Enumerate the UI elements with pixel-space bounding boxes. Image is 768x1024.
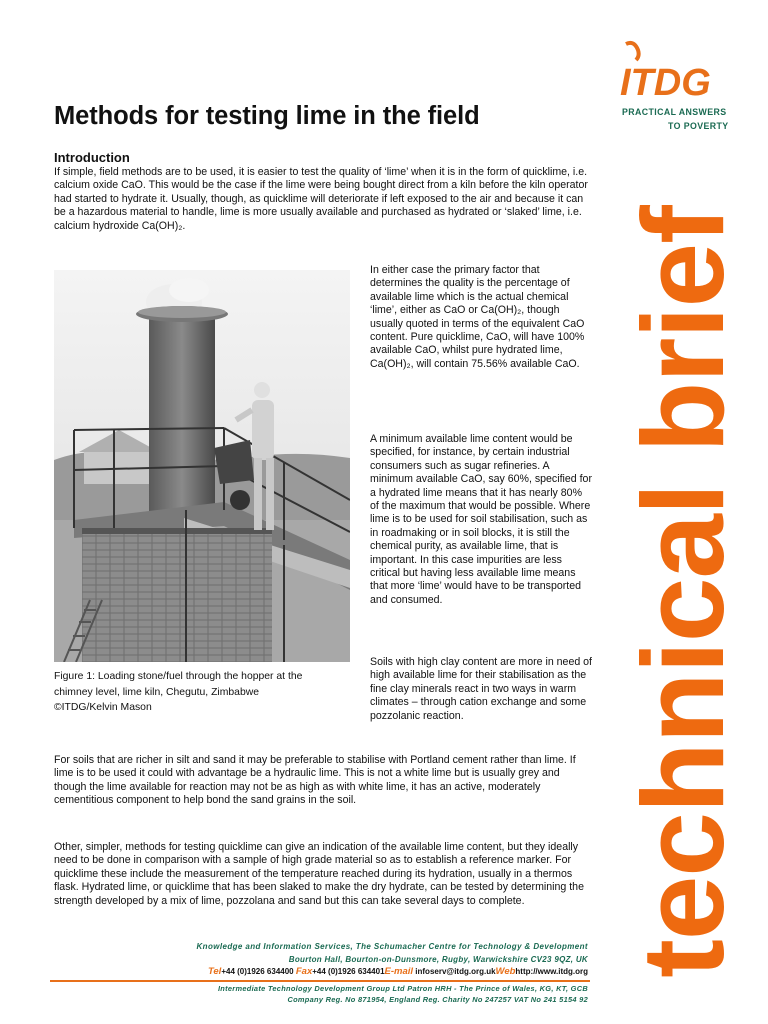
logo-swoosh [626,43,639,60]
fax-value: +44 (0)1926 634401 [312,967,385,976]
footer-organisation: Knowledge and Information Services, The Schumacher Centre for Technology & Development [196,942,588,951]
figure-caption [54,669,344,716]
figure-caption-line1: Figure 1: Loading stone/fuel through the hopper at the [54,671,303,682]
footer-registration: Intermediate Technology Development Group Ltd Patron HRH - The Prince of Wales, KG, KT, GCB [217,984,588,993]
fax-label: Fax [295,966,313,977]
email-label: E-mail [384,966,414,977]
figure-caption-line2: chimney level, lime kiln, Chegutu, Zimbabwe [54,686,260,698]
email-link[interactable]: infoserv@itdg.org.uk [415,967,496,976]
footer-address: Bourton Hall, Bourton-on-Dunsmore, Rugby, Warwickshire CV23 9QZ, UK [288,955,588,964]
tagline-line2: TO POVERTY [668,121,729,131]
section-heading-introduction: Introduction [54,150,130,165]
web-label: Web [495,966,516,977]
intro-paragraph: If simple, field methods are to be used, it is easier to test the quality of ‘lime’ when it is in the form of quicklime, i.e. calcium oxide CaO. This would be the case if the lime were being bought direct from a kiln before the kiln operator had started to hydrate it. Usually, though, as quicklime will deteriorate if left exposed to the air and because it can be a hazardous material to handle, lime is more usually available and purchased as hydrated or ‘slaked’ lime, i.e. calcium hydroxide Ca(OH)₂. [54,166,588,232]
paragraph-minimum-lime: A minimum available lime content would be specified, for instance, by certain industrial consumers such as sugar refineries. A minimum available CaO, say 60%, specified for a hydrated lime means that it has nearly 80% of the maximum that would be possible. Where lime is to be used for soil stabilisation, such as in roadmaking or in soil blocks, it is still the chemical purity, as available lime, that is important. In this case impurities are less critical but having less available lime means that more ‘lime’ would have to be transported and consumed. [370,433,592,606]
footer-company-reg: Company Reg. No 871954, England Reg. Charity No 247257 VAT No 241 5154 92 [287,995,588,1004]
paragraph-simpler-methods: Other, simpler, methods for testing quicklime can give an indication of the available lime content, but they ideally need to be done in comparison with a sample of high grade material so as to establish a reference marker. For quicklime these include the measurement of the temperature reached during its hydration, usually in a thermos flask. Hydrated lime, or quicklime that has been slaked to make the dry hydrate, can be tested by determining the strength developed by a mix of lime, pozzolana and sand but this can take several days to complete. [54,841,584,907]
tel-value: +44 (0)1926 634400 [221,967,294,976]
technical-brief-banner-wrap [608,172,758,1012]
lime-kiln-photo [54,270,350,662]
web-link[interactable]: http://www.itdg.org [515,967,588,976]
tel-label: Tel [207,966,222,977]
logo-text: ITDG [620,62,711,104]
paragraph-clay-soils: Soils with high clay content are more in need of high available lime for their stabilisation as the fine clay minerals react in two ways in warm climates – through cation exchange and some pozzolanic reaction. [370,656,593,722]
technical-brief-banner: technical brief [618,206,748,978]
paragraph-silt-sand: For soils that are richer in silt and sand it may be preferable to stabilise with Portland cement rather than lime. If lime is to be used it could with advantage be a hydraulic lime. This is not a white lime but is usually grey and though the lime available for reaction may not be as high as with white lime, it has an active, moderately cementitious component to help bond the sand grains in the soil. [54,754,576,807]
tagline-line1: PRACTICAL ANSWERS [622,107,727,117]
paragraph-primary-factor: In either case the primary factor that determines the quality is the percentage of available lime which is the actual chemical ‘lime’, either as CaO or Ca(OH)₂, though usually quoted in terms of the equivalent CaO content. Pure quicklime, CaO, will have 100% available CaO, whilst pure hydrated lime, Ca(OH)₂, will contain 75.56% available CaO. [370,264,585,370]
footer-divider [50,980,590,982]
figure-credit: ©ITDG/Kelvin Mason [54,702,152,713]
footer-contacts [50,966,588,977]
page-title: Methods for testing lime in the field [54,102,480,130]
